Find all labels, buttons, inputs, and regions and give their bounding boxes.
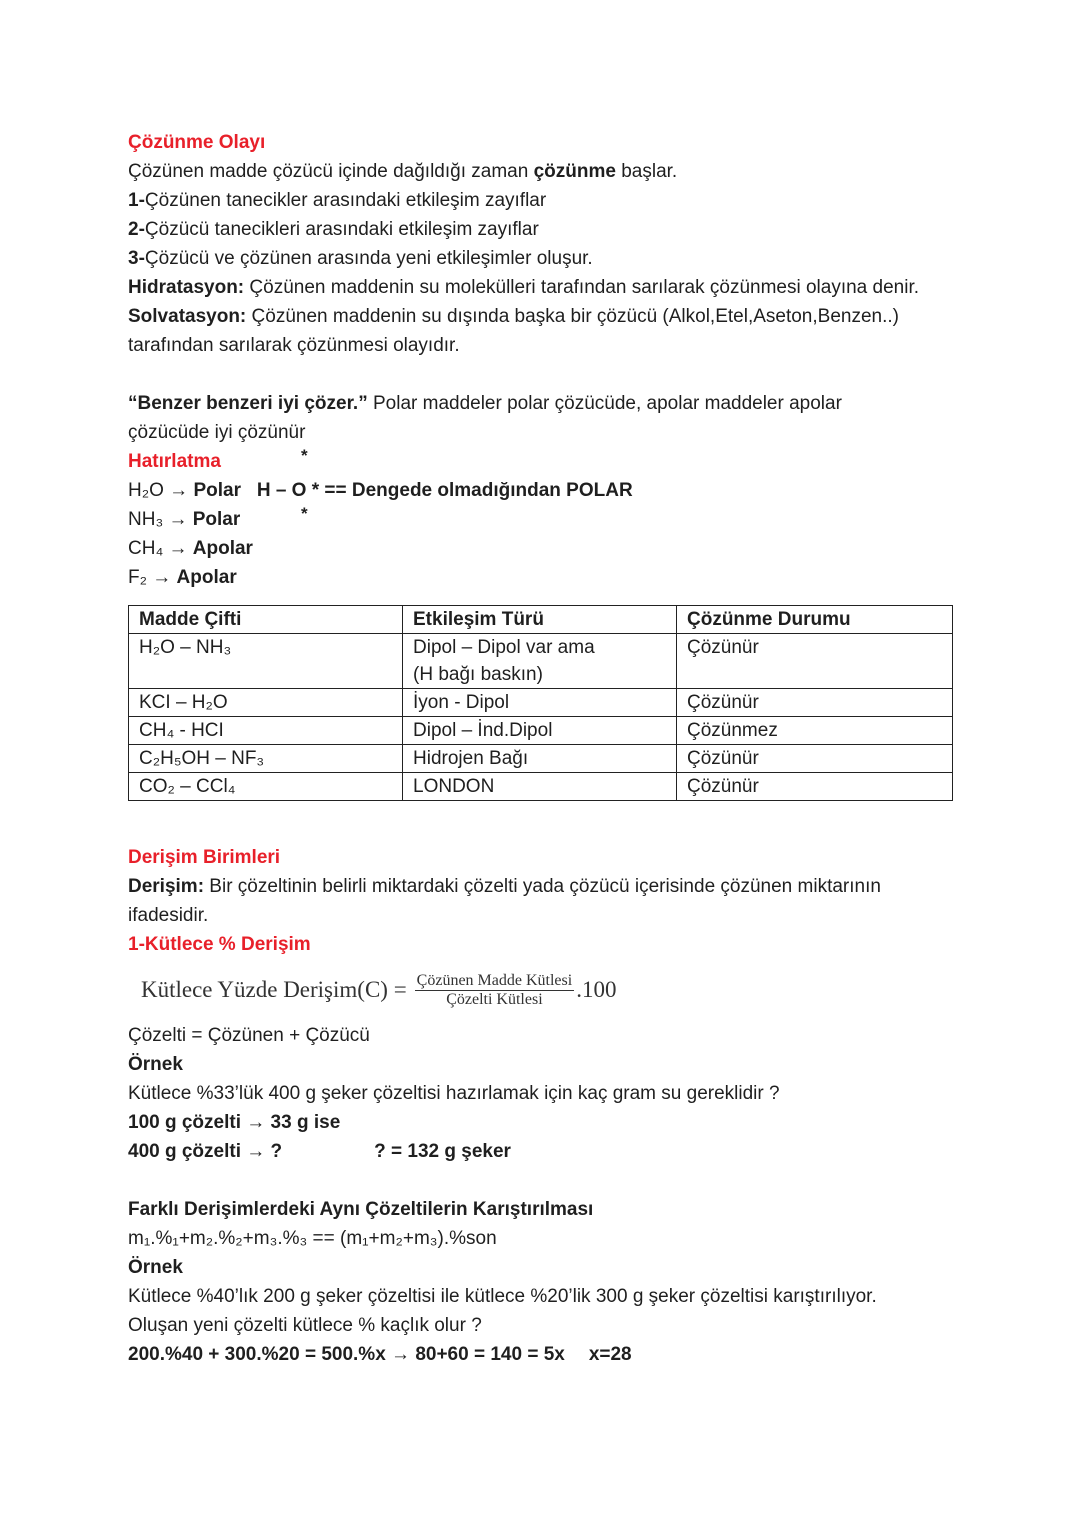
solubility-table — [128, 605, 953, 801]
formula: H₂O — [128, 480, 164, 501]
benzer-cont: çözücüde iyi çözünür — [128, 422, 306, 443]
mixing-solution-text: 200.%40 + 300.%20 = 500.%x → 80+60 = 140 = 5x — [128, 1344, 565, 1365]
table-cell: Dipol – Dipol var ama — [403, 634, 677, 662]
table-cell: Çözünür — [677, 634, 953, 662]
section-title-cozunme: Çözünme Olayı — [128, 132, 266, 153]
table-row — [129, 689, 953, 717]
table-header-row — [129, 606, 953, 634]
derisim-def-cont: ifadesidir. — [128, 905, 209, 926]
table-cell: H₂O – NH₃ — [129, 634, 403, 662]
formula: NH₃ — [128, 509, 164, 530]
table-cell: C₂H₅OH – NF₃ — [129, 745, 403, 773]
hatirlatma-block — [128, 447, 958, 592]
document-page — [128, 128, 958, 1369]
arrow-icon: → — [168, 538, 188, 559]
table-row — [129, 773, 953, 801]
table-row — [129, 745, 953, 773]
hidratasyon-line — [128, 273, 958, 302]
mass-percent-formula — [141, 959, 958, 1021]
table-cell: Hidrojen Bağı — [403, 745, 677, 773]
formula-multiplier: .100 — [576, 977, 617, 1002]
table-cell — [677, 661, 953, 689]
arrow-icon: → — [152, 567, 172, 588]
mixing-solution — [128, 1340, 958, 1369]
derisim-label: Derişim: — [128, 876, 205, 897]
step-3 — [128, 244, 958, 273]
solvatasyon-cont: tarafından sarılarak çözünmesi olayıdır. — [128, 335, 460, 356]
table-row — [129, 717, 953, 745]
solvatasyon-label: Solvatasyon: — [128, 306, 247, 327]
mixing-question-1: Kütlece %40’lık 200 g şeker çözeltisi ile kütlece %20’lik 300 g şeker çözeltisi karıştırılıyor. — [128, 1286, 877, 1307]
polarity: Polar — [192, 509, 241, 530]
section-title-derisim: Derişim Birimleri — [128, 847, 281, 868]
hidratasyon-text: Çözünen maddenin su molekülleri tarafından sarılarak çözünmesi olayına denir. — [244, 277, 920, 298]
section-title-karistirma: Farklı Derişimlerdeki Aynı Çözeltilerin Karıştırılması — [128, 1199, 594, 1220]
arrow-icon: → — [168, 509, 188, 530]
benzer-text: Polar maddeler polar çözücüde, apolar maddeler apolar — [367, 393, 842, 414]
example-step-2 — [128, 1137, 958, 1166]
arrow-icon: → — [169, 480, 189, 501]
intro-line — [128, 157, 958, 186]
formula: CH₄ — [128, 538, 164, 559]
hidratasyon-label: Hidratasyon: — [128, 277, 245, 298]
formula-fraction — [415, 972, 575, 1009]
benzer-quote: “Benzer benzeri iyi çözer.” — [128, 393, 368, 414]
table-cell: Çözünür — [677, 773, 953, 801]
table-cell: Dipol – İnd.Dipol — [403, 717, 677, 745]
derisim-text: Bir çözeltinin belirli miktardaki çözelti yada çözücü içerisinde çözünen miktarının — [204, 876, 881, 897]
table-cell: CO₂ – CCl₄ — [129, 773, 403, 801]
formula: F₂ — [128, 567, 147, 588]
hatirlatma-item-ch4 — [128, 534, 958, 563]
table-cell: Çözünür — [677, 689, 953, 717]
table-row — [129, 661, 953, 689]
table-cell: İyon - Dipol — [403, 689, 677, 717]
hatirlatma-item-h2o — [128, 476, 958, 505]
formula-denominator: Çözelti Kütlesi — [446, 990, 543, 1008]
formula-lhs: Kütlece Yüzde Derişim(C) = — [141, 977, 407, 1002]
table-header: Etkileşim Türü — [403, 606, 677, 634]
mixing-question-2: Oluşan yeni çözelti kütlece % kaçlık olur ? — [128, 1315, 482, 1336]
solvatasyon-line — [128, 302, 958, 331]
ornek-label-2: Örnek — [128, 1257, 183, 1278]
subsection-title-kutlece: 1-Kütlece % Derişim — [128, 934, 311, 955]
polarity: Apolar — [192, 538, 253, 559]
example-question: Kütlece %33’lük 400 g şeker çözeltisi hazırlamak için kaç gram su gereklidir ? — [128, 1083, 780, 1104]
table-header: Madde Çifti — [129, 606, 403, 634]
step-text: Çözücü ve çözünen arasında yeni etkileşimler oluşur. — [144, 248, 593, 269]
intro-tail: başlar. — [615, 161, 678, 182]
intro-text: Çözünen madde çözücü içinde dağıldığı zaman — [128, 161, 534, 182]
table-cell: CH₄ - HCI — [129, 717, 403, 745]
polarity-note: H – O * == Dengede olmadığından POLAR — [256, 480, 633, 501]
table-cell — [129, 661, 403, 689]
cozelti-equation: Çözelti = Çözünen + Çözücü — [128, 1025, 370, 1046]
step-2 — [128, 215, 958, 244]
table-row — [129, 634, 953, 662]
table-cell: LONDON — [403, 773, 677, 801]
example-step-text: 400 g çözelti → ? — [128, 1141, 283, 1162]
intro-bold: çözünme — [533, 161, 616, 182]
step-number: 1- — [128, 190, 145, 211]
example-step-1: 100 g çözelti → 33 g ise — [128, 1112, 341, 1133]
step-1 — [128, 186, 958, 215]
step-number: 2- — [128, 219, 145, 240]
mixing-formula: m₁.%₁+m₂.%₂+m₃.%₃ == (m₁+m₂+m₃).%son — [128, 1228, 497, 1249]
example-answer: ? = 132 g şeker — [374, 1141, 511, 1162]
star-mark-bottom: * — [301, 504, 308, 523]
table-cell: Çözünür — [677, 745, 953, 773]
hatirlatma-item-nh3 — [128, 505, 958, 534]
mixing-result: x=28 — [588, 1344, 632, 1365]
polarity: Apolar — [176, 567, 237, 588]
step-number: 3- — [128, 248, 145, 269]
table-cell: Çözünmez — [677, 717, 953, 745]
hatirlatma-title: Hatırlatma — [128, 451, 221, 472]
table-header: Çözünme Durumu — [677, 606, 953, 634]
ornek-label: Örnek — [128, 1054, 183, 1075]
step-text: Çözücü tanecikleri arasındaki etkileşim zayıflar — [144, 219, 539, 240]
hatirlatma-title-line — [128, 447, 958, 476]
step-text: Çözünen tanecikler arasındaki etkileşim zayıflar — [144, 190, 547, 211]
polarity: Polar — [193, 480, 241, 501]
hatirlatma-item-f2 — [128, 563, 958, 592]
table-cell: KCI – H₂O — [129, 689, 403, 717]
derisim-def — [128, 872, 958, 901]
star-mark-top: * — [301, 446, 308, 465]
benzer-line — [128, 389, 958, 418]
formula-numerator: Çözünen Madde Kütlesi — [416, 971, 573, 989]
table-cell: (H bağı baskın) — [403, 661, 677, 689]
solvatasyon-text: Çözünen maddenin su dışında başka bir çözücü (Alkol,Etel,Aseton,Benzen..) — [246, 306, 899, 327]
